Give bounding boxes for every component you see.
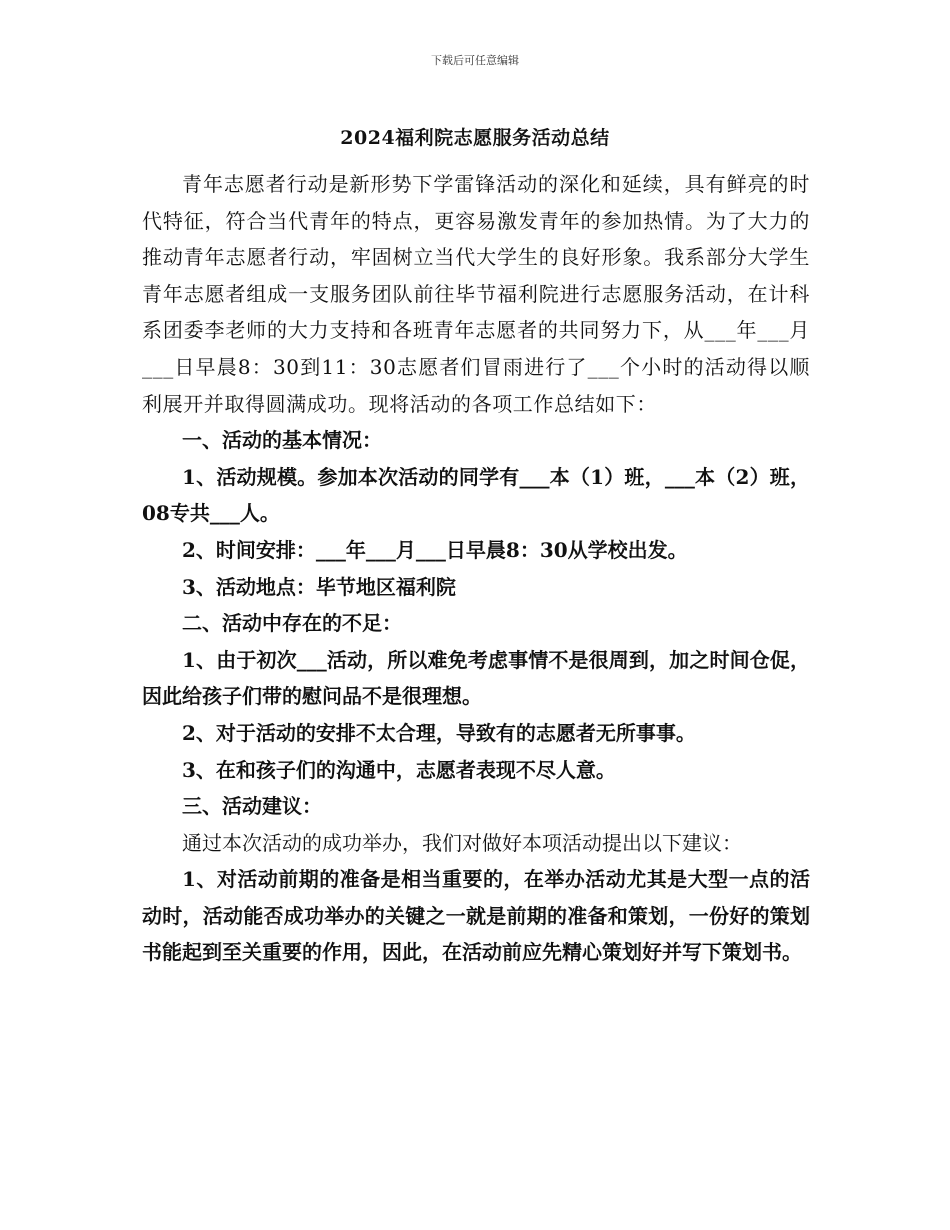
paragraph-shortcoming-2: 2、对于活动的安排不太合理，导致有的志愿者无所事事。 xyxy=(182,720,696,745)
paragraph-shortcoming-3: 3、在和孩子们的沟通中，志愿者表现不尽人意。 xyxy=(182,757,616,782)
section-heading-shortcomings: 二、活动中存在的不足： xyxy=(182,611,402,636)
paragraph-intro: 青年志愿者行动是新形势下学雷锋活动的深化和延续，具有鲜亮的时代特征，符合当代青年的特点，更容易激发青年的参加热情。为了大力的推动青年志愿者行动，牢固树立当代大学生的良好形象。我系部分大学生青年志愿者组成一支服务团队前往毕节福利院进行志愿服务活动，在计科系团委李老师的大力支持和各班青年志愿者的共同努力下，从___年___月___日早晨8：30到11：30志愿者们冒雨进行了___个小时的活动得以顺利展开并取得圆满成功。现将活动的各项工作总结如下： xyxy=(142,172,810,416)
paragraph-suggestion-1: 1、对活动前期的准备是相当重要的，在举办活动尤其是大型一点的活动时，活动能否成功举办的关键之一就是前期的准备和策划，一份好的策划书能起到至关重要的作用，因此，在活动前应先精心策划好并写下策划书。 xyxy=(142,867,810,965)
section-heading-suggestions: 三、活动建议： xyxy=(182,794,322,819)
document-body xyxy=(142,166,810,971)
document-title: 2024福利院志愿服务活动总结 xyxy=(340,127,610,149)
paragraph-suggestions-intro: 通过本次活动的成功举办，我们对做好本项活动提出以下建议： xyxy=(182,830,742,855)
section-heading-basic-info: 一、活动的基本情况： xyxy=(182,428,382,453)
header-note: 下载后可任意编辑 xyxy=(431,54,519,67)
paragraph-shortcoming-1: 1、由于初次___活动，所以难免考虑事情不是很周到，加之时间仓促，因此给孩子们带的慰问品不是很理想。 xyxy=(142,647,810,709)
paragraph-time-schedule: 2、时间安排：___年___月___日早晨8：30从学校出发。 xyxy=(182,537,688,562)
paragraph-activity-scale: 1、活动规模。参加本次活动的同学有___本（1）班，___本（2）班，08专共___人。 xyxy=(142,464,810,526)
paragraph-activity-location: 3、活动地点：毕节地区福利院 xyxy=(182,574,456,599)
